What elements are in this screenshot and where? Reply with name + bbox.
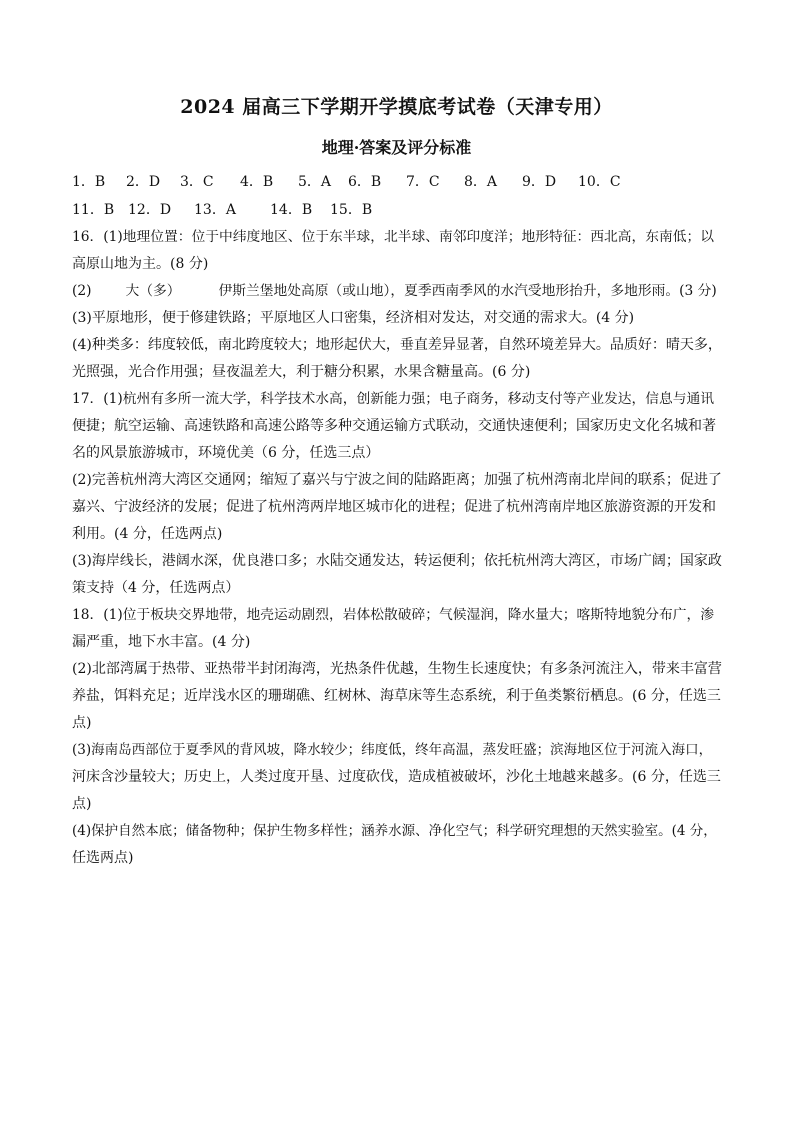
mc-answer: 4．B: [240, 174, 274, 190]
answer-line: 利用。(4 分，任选两点): [72, 526, 223, 542]
mc-answer: 14．B: [270, 202, 313, 218]
answer-line: 17．(1)杭州有多所一流大学，科学技术水高，创新能力强；电子商务，移动支付等产业发达，信息与通讯: [72, 391, 714, 407]
page-subtitle: 地理·答案及评分标准: [321, 138, 472, 157]
answer-line: 点): [72, 796, 92, 812]
answer-line: 河床含沙量较大；历史上，人类过度开垦、过度砍伐，造成植被破坏，沙化土地越来越多。(6 分，任选三: [72, 769, 721, 785]
mc-answer: 7．C: [406, 174, 440, 190]
mc-answers-row-2: [72, 200, 390, 220]
answer-line: 任选两点): [72, 850, 134, 866]
answer-line: 策支持（4 分，任选两点）: [72, 580, 240, 596]
answer-line: 光照强，光合作用强；昼夜温差大，利于糖分积累，水果含糖量高。(6 分): [72, 364, 531, 380]
answer-line: 漏严重，地下水丰富。(4 分): [72, 634, 251, 650]
mc-answer: 8．A: [464, 174, 498, 190]
mc-answer: 3．C: [180, 174, 214, 190]
answer-line: 18．(1)位于板块交界地带，地壳运动剧烈，岩体松散破碎；气候湿润，降水量大；喀斯特地貌分布广，渗: [72, 607, 714, 623]
answer-line: 养盐，饵料充足；近岸浅水区的珊瑚礁、红树林、海草床等生态系统，利于鱼类繁衍栖息。(6 分，任选三: [72, 688, 721, 704]
answer-line: (3)海岸线长，港阔水深，优良港口多；水陆交通发达，转运便利；依托杭州湾大湾区，市场广阔；国家政: [72, 553, 722, 569]
answer-line: 嘉兴、宁波经济的发展；促进了杭州湾两岸地区城市化的进程；促进了杭州湾南岸地区旅游资源的开发和: [72, 499, 716, 515]
mc-answer: 13．A: [194, 202, 236, 218]
mc-answer: 10．C: [578, 174, 621, 190]
mc-answer: 6．B: [348, 174, 382, 190]
mc-answer: 2．D: [126, 174, 161, 190]
answer-line: 点): [72, 715, 92, 731]
mc-answers-row-1: [72, 172, 638, 192]
mc-answer: 5．A: [298, 174, 332, 190]
mc-answer: 9．D: [522, 174, 557, 190]
answer-segment: (2): [72, 283, 92, 299]
answer-line: (4)保护自然本底；储备物种；保护生物多样性；涵养水源、净化空气；科学研究理想的天然实验室。(4 分，: [72, 823, 717, 839]
page-title: 2024 届高三下学期开学摸底考试卷（天津专用）: [180, 96, 613, 118]
answer-line: (4)种类多：纬度较低，南北跨度较大；地形起伏大，垂直差异显著，自然环境差异大。品质好：晴天多，: [72, 337, 722, 353]
mc-answer: 11．B: [72, 202, 115, 218]
mc-answer: 15．B: [330, 202, 373, 218]
answer-line: 16．(1)地理位置：位于中纬度地区、位于东半球，北半球、南邻印度洋；地形特征：西北高，东南低；以: [72, 229, 714, 245]
answer-line: (3)平原地形，便于修建铁路；平原地区人口密集，经济相对发达，对交通的需求大。(4 分): [72, 310, 635, 326]
answer-segment: 伊斯兰堡地处高原（或山地），夏季西南季风的水汽受地形抬升，多地形雨。(3 分): [218, 283, 717, 299]
answer-line-q16-2: [72, 281, 722, 301]
answer-line: (2)北部湾属于热带、亚热带半封闭海湾，光热条件优越，生物生长速度快；有多条河流注入，带来丰富营: [72, 661, 722, 677]
answer-line: 便捷；航空运输、高速铁路和高速公路等多种交通运输方式联动，交通快速便利；国家历史文化名城和著: [72, 418, 716, 434]
answer-segment: 大（多）: [125, 283, 181, 299]
mc-answer: 12．D: [128, 202, 172, 218]
mc-answer: 1．B: [72, 174, 106, 190]
answer-line: 高原山地为主。(8 分): [72, 256, 209, 272]
answer-line: (3)海南岛西部位于夏季风的背风坡，降水较少；纬度低，终年高温，蒸发旺盛；滨海地区位于河流入海口，: [72, 742, 713, 758]
answer-line: 名的风景旅游城市，环境优美（6 分，任选三点）: [72, 445, 380, 461]
answer-line: (2)完善杭州湾大湾区交通网；缩短了嘉兴与宁波之间的陆路距离；加强了杭州湾南北岸间的联系；促进了: [72, 472, 722, 488]
